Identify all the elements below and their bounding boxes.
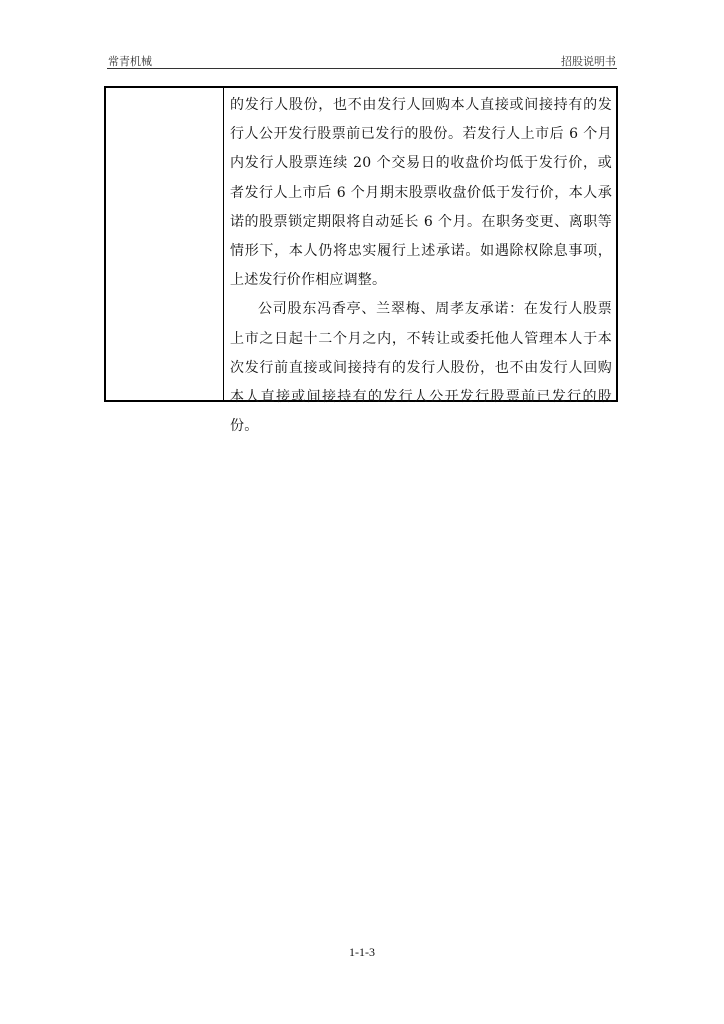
page-header — [107, 50, 617, 69]
commitment-paragraph-1: 的发行人股份，也不由发行人回购本人直接或间接持有的发行人公开发行股票前已发行的股份。若发行人上市后 6 个月内发行人股票连续 20 个交易日的收盘价均低于发行价，或者发行人上市后 6 个月期末股票收盘价低于发行价，本人承诺的股票锁定期限将自动延长 6 个月。在职务变更、离职等情形下，本人仍将忠实履行上述承诺。如遇除权除息事项，上述发行价作相应调整。 — [230, 97, 612, 289]
page-number: 1-1-3 — [349, 945, 375, 959]
table-label-cell — [106, 88, 224, 400]
commitment-table — [104, 86, 618, 435]
table-content-cell — [224, 88, 616, 435]
company-name: 常青机械 — [108, 55, 152, 68]
document-type: 招股说明书 — [561, 55, 616, 68]
commitment-paragraph-2: 公司股东冯香亭、兰翠梅、周孝友承诺：在发行人股票上市之日起十二个月之内，不转让或委托他人管理本人于本次发行前直接或间接持有的发行人股份，也不由发行人回购本人直接或间接持有的发行人公开发行股票前已发行的股份。 — [230, 301, 612, 435]
